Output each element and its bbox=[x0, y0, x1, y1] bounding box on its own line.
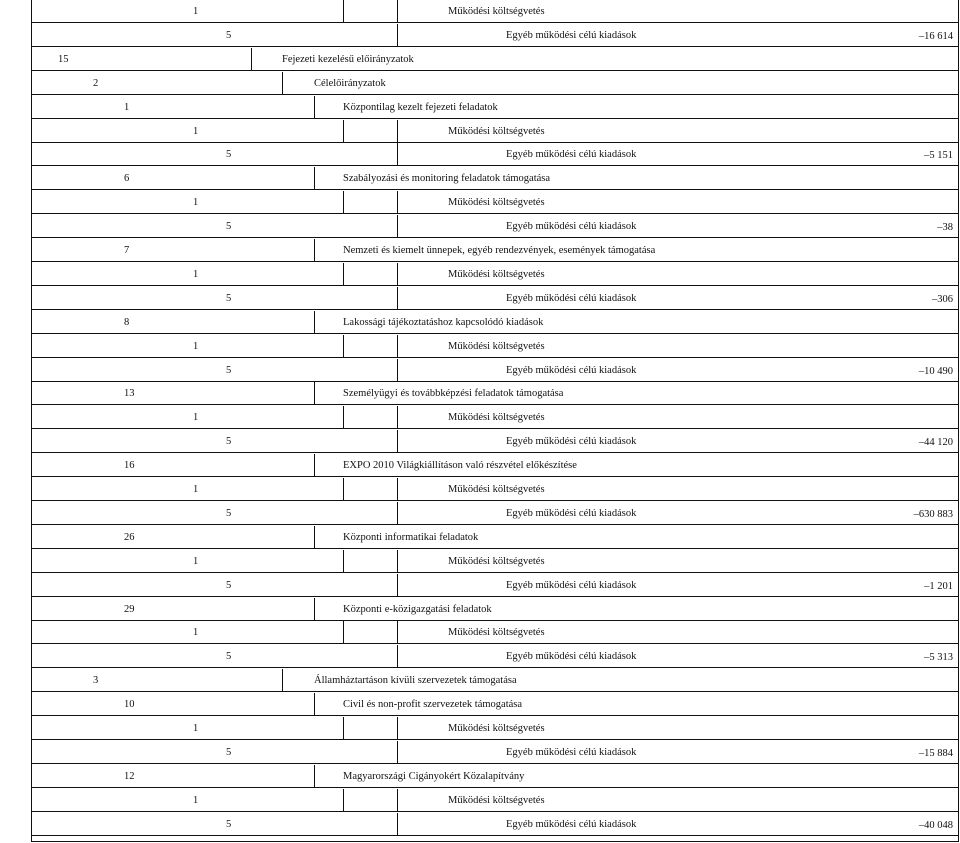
row-code: 1 bbox=[193, 6, 199, 17]
column-divider bbox=[397, 120, 398, 142]
column-divider bbox=[314, 167, 315, 189]
row-name: Egyéb működési célú kiadások bbox=[506, 651, 637, 662]
row-code: 13 bbox=[124, 388, 135, 399]
table-row bbox=[32, 0, 959, 23]
table-row bbox=[32, 813, 959, 836]
row-name: Egyéb működési célú kiadások bbox=[506, 508, 637, 519]
row-name: Működési költségvetés bbox=[448, 484, 545, 495]
table-row bbox=[32, 550, 959, 573]
column-divider bbox=[397, 645, 398, 667]
row-amount: –1 201 bbox=[924, 581, 953, 592]
row-name: Központilag kezelt fejezeti feladatok bbox=[343, 102, 498, 113]
column-divider bbox=[343, 717, 344, 739]
row-name: Egyéb működési célú kiadások bbox=[506, 819, 637, 830]
row-name: Egyéb működési célú kiadások bbox=[506, 221, 637, 232]
column-divider bbox=[397, 215, 398, 237]
column-divider bbox=[397, 502, 398, 524]
table-row bbox=[32, 741, 959, 764]
table-row bbox=[32, 359, 959, 382]
row-name: Nemzeti és kiemelt ünnepek, egyéb rendezvények, események támogatása bbox=[343, 245, 656, 256]
table-row bbox=[32, 167, 959, 190]
row-name: Egyéb működési célú kiadások bbox=[506, 30, 637, 41]
column-divider bbox=[343, 191, 344, 213]
row-name: Egyéb működési célú kiadások bbox=[506, 365, 637, 376]
column-divider bbox=[397, 550, 398, 572]
column-divider bbox=[397, 287, 398, 309]
row-code: 12 bbox=[124, 771, 135, 782]
row-name: Központi informatikai feladatok bbox=[343, 532, 479, 543]
table-row bbox=[32, 789, 959, 812]
row-code: 26 bbox=[124, 532, 135, 543]
table-row bbox=[32, 263, 959, 286]
table-row bbox=[32, 143, 959, 166]
column-divider bbox=[314, 765, 315, 787]
column-divider bbox=[397, 741, 398, 763]
table-row bbox=[32, 191, 959, 214]
row-name: Szabályozási és monitoring feladatok támogatása bbox=[343, 173, 551, 184]
column-divider bbox=[397, 263, 398, 285]
row-name: Egyéb működési célú kiadások bbox=[506, 436, 637, 447]
column-divider bbox=[314, 598, 315, 620]
row-code: 1 bbox=[193, 197, 199, 208]
table-row bbox=[32, 96, 959, 119]
table-row bbox=[32, 120, 959, 143]
table-row bbox=[32, 693, 959, 716]
row-code: 5 bbox=[226, 508, 232, 519]
column-divider bbox=[343, 263, 344, 285]
column-divider bbox=[397, 621, 398, 643]
column-divider bbox=[397, 406, 398, 428]
table-row bbox=[32, 717, 959, 740]
row-name: Működési költségvetés bbox=[448, 723, 545, 734]
row-code: 5 bbox=[226, 365, 232, 376]
column-divider bbox=[314, 382, 315, 404]
row-code: 5 bbox=[226, 221, 232, 232]
table-row bbox=[32, 478, 959, 501]
column-divider bbox=[397, 359, 398, 381]
row-code: 5 bbox=[226, 747, 232, 758]
table-row bbox=[32, 669, 959, 692]
row-name: Központi e-közigazgatási feladatok bbox=[343, 604, 492, 615]
column-divider bbox=[343, 120, 344, 142]
table-row bbox=[32, 335, 959, 358]
row-amount: –15 884 bbox=[918, 748, 953, 759]
row-amount: –306 bbox=[932, 294, 953, 305]
table-row bbox=[32, 287, 959, 310]
row-code: 10 bbox=[124, 699, 135, 710]
column-divider bbox=[397, 143, 398, 165]
table-row bbox=[32, 526, 959, 549]
table-row bbox=[32, 48, 959, 71]
table-row bbox=[32, 621, 959, 644]
table-row bbox=[32, 406, 959, 429]
column-divider bbox=[314, 693, 315, 715]
table-row bbox=[32, 382, 959, 405]
column-divider bbox=[397, 789, 398, 811]
row-code: 5 bbox=[226, 149, 232, 160]
table-row bbox=[32, 72, 959, 95]
column-divider bbox=[282, 72, 283, 94]
row-code: 6 bbox=[124, 173, 130, 184]
row-name: Működési költségvetés bbox=[448, 627, 545, 638]
row-name: Személyügyi és továbbképzési feladatok támogatása bbox=[343, 388, 564, 399]
row-code: 1 bbox=[193, 556, 199, 567]
column-divider bbox=[314, 454, 315, 476]
row-code: 1 bbox=[193, 723, 199, 734]
row-name: Egyéb működési célú kiadások bbox=[506, 747, 637, 758]
row-code: 5 bbox=[226, 819, 232, 830]
row-name: Működési költségvetés bbox=[448, 126, 545, 137]
row-amount: –5 313 bbox=[924, 652, 953, 663]
row-name: Államháztartáson kívüli szervezetek támogatása bbox=[314, 675, 517, 686]
column-divider bbox=[397, 574, 398, 596]
column-divider bbox=[397, 24, 398, 46]
row-name: Működési költségvetés bbox=[448, 6, 545, 17]
column-divider bbox=[343, 789, 344, 811]
column-divider bbox=[397, 335, 398, 357]
table-row bbox=[32, 311, 959, 334]
column-divider bbox=[314, 311, 315, 333]
row-name: Egyéb működési célú kiadások bbox=[506, 149, 637, 160]
row-code: 3 bbox=[93, 675, 99, 686]
row-code: 1 bbox=[193, 484, 199, 495]
column-divider bbox=[397, 478, 398, 500]
table-row bbox=[32, 24, 959, 47]
table-row bbox=[32, 598, 959, 621]
row-code: 29 bbox=[124, 604, 135, 615]
column-divider bbox=[282, 669, 283, 691]
column-divider bbox=[397, 0, 398, 22]
row-name: Célelőirányzatok bbox=[314, 78, 386, 89]
row-name: Működési költségvetés bbox=[448, 197, 545, 208]
row-name: Civil és non-profit szervezetek támogatása bbox=[343, 699, 523, 710]
table-row bbox=[32, 574, 959, 597]
row-amount: –40 048 bbox=[918, 820, 953, 831]
column-divider bbox=[343, 550, 344, 572]
table-row bbox=[32, 454, 959, 477]
row-name: Lakossági tájékoztatáshoz kapcsolódó kiadások bbox=[343, 317, 544, 328]
row-code: 5 bbox=[226, 30, 232, 41]
row-name: Működési költségvetés bbox=[448, 412, 545, 423]
column-divider bbox=[343, 406, 344, 428]
table-row bbox=[32, 430, 959, 453]
row-name: Működési költségvetés bbox=[448, 341, 545, 352]
row-name: Működési költségvetés bbox=[448, 556, 545, 567]
column-divider bbox=[343, 478, 344, 500]
row-name: Egyéb működési célú kiadások bbox=[506, 580, 637, 591]
column-divider bbox=[343, 0, 344, 22]
row-amount: –16 614 bbox=[918, 31, 953, 42]
column-divider bbox=[314, 96, 315, 118]
row-code: 1 bbox=[193, 412, 199, 423]
row-amount: –10 490 bbox=[918, 366, 953, 377]
row-code: 5 bbox=[226, 580, 232, 591]
column-divider bbox=[397, 191, 398, 213]
row-name: Működési költségvetés bbox=[448, 269, 545, 280]
table-row bbox=[32, 215, 959, 238]
column-divider bbox=[343, 335, 344, 357]
column-divider bbox=[343, 621, 344, 643]
row-code: 15 bbox=[58, 54, 69, 65]
row-name: EXPO 2010 Világkiállításon való részvétel előkészítése bbox=[343, 460, 577, 471]
table-row bbox=[32, 765, 959, 788]
row-code: 1 bbox=[193, 795, 199, 806]
row-code: 8 bbox=[124, 317, 130, 328]
row-amount: –5 151 bbox=[924, 150, 953, 161]
table-row bbox=[32, 239, 959, 262]
column-divider bbox=[397, 813, 398, 835]
table-row bbox=[32, 502, 959, 525]
row-code: 16 bbox=[124, 460, 135, 471]
row-amount: –630 883 bbox=[913, 509, 953, 520]
row-name: Magyarországi Cigányokért Közalapítvány bbox=[343, 771, 525, 782]
row-code: 2 bbox=[93, 78, 99, 89]
row-code: 1 bbox=[193, 126, 199, 137]
row-amount: –38 bbox=[937, 222, 953, 233]
column-divider bbox=[251, 48, 252, 70]
column-divider bbox=[397, 430, 398, 452]
row-code: 1 bbox=[193, 269, 199, 280]
row-code: 1 bbox=[193, 341, 199, 352]
column-divider bbox=[397, 717, 398, 739]
column-divider bbox=[314, 239, 315, 261]
row-code: 1 bbox=[193, 627, 199, 638]
row-name: Fejezeti kezelésű előirányzatok bbox=[282, 54, 414, 65]
row-code: 5 bbox=[226, 293, 232, 304]
row-code: 7 bbox=[124, 245, 130, 256]
row-name: Egyéb működési célú kiadások bbox=[506, 293, 637, 304]
table-row bbox=[32, 645, 959, 668]
row-code: 5 bbox=[226, 651, 232, 662]
column-divider bbox=[314, 526, 315, 548]
row-code: 1 bbox=[124, 102, 130, 113]
row-name: Működési költségvetés bbox=[448, 795, 545, 806]
row-code: 5 bbox=[226, 436, 232, 447]
row-amount: –44 120 bbox=[918, 437, 953, 448]
